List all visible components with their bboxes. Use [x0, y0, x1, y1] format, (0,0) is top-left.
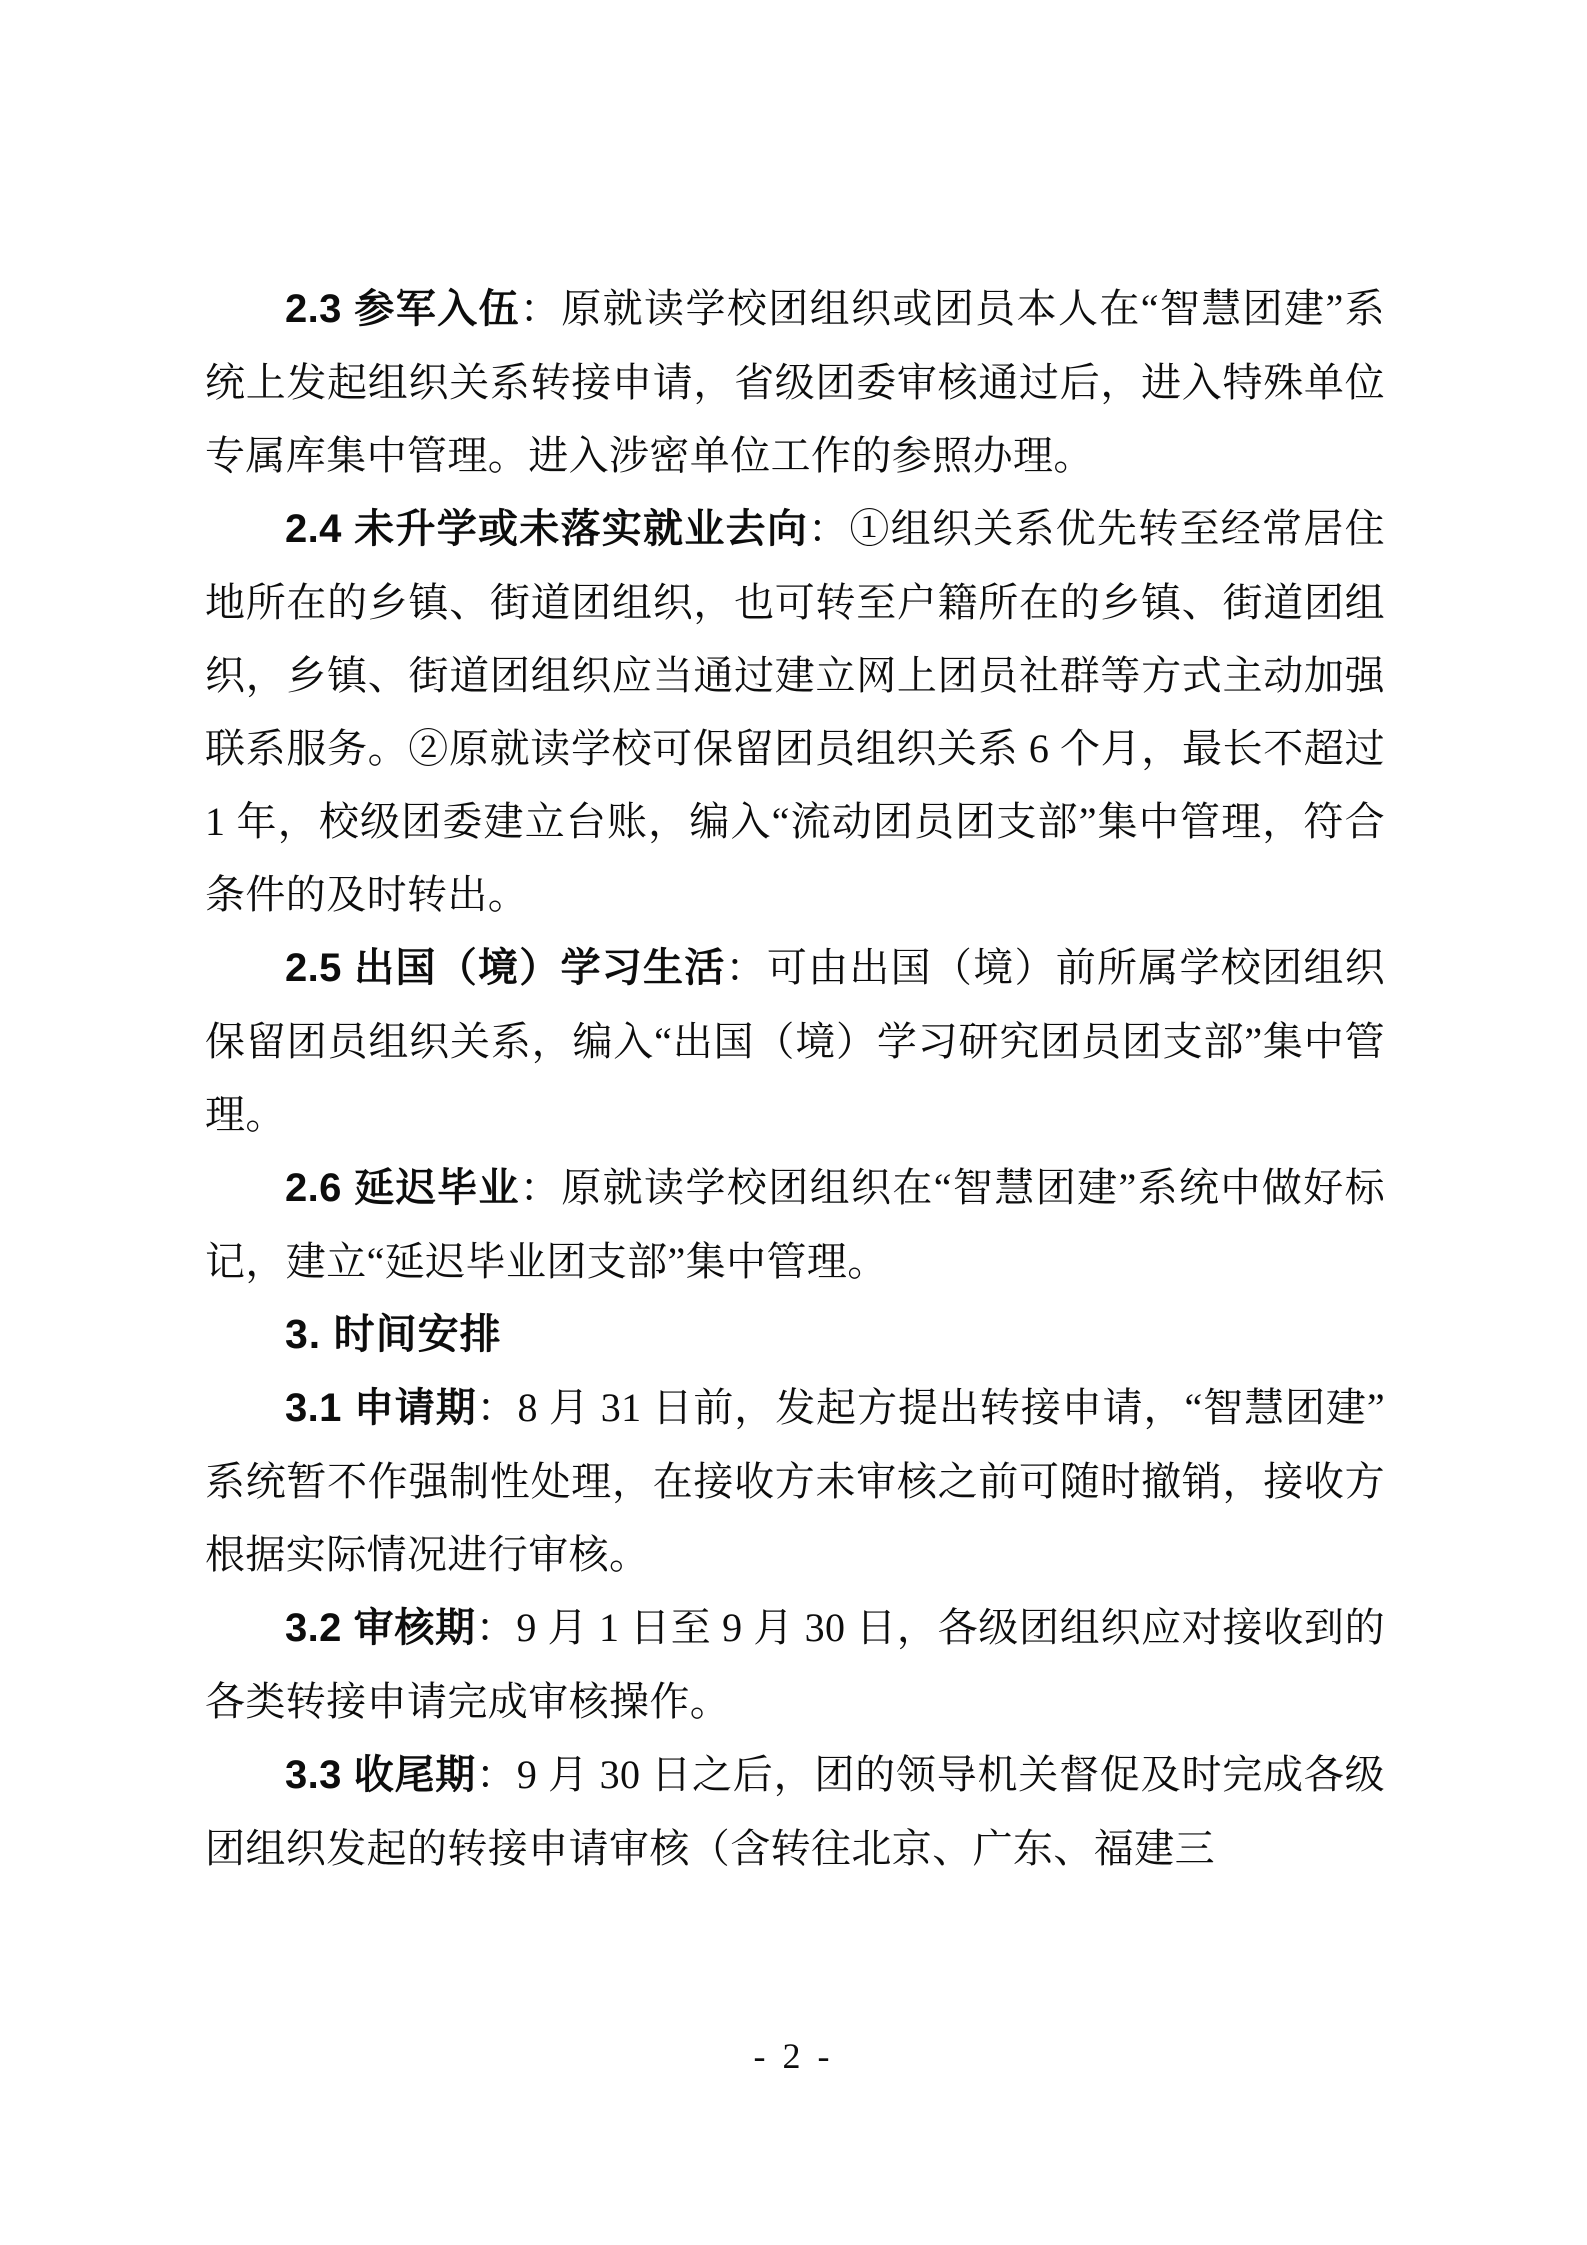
paragraph-3-3 — [205, 1738, 1385, 1885]
paragraph-3-3-body: ：9 月 30 日之后，团的领导机关督促及时完成各级团组织发起的转接申请审核（含转往北京、广东、福建三 — [205, 1752, 1385, 1871]
paragraph-2-3-lead: 2.3 参军入伍 — [285, 287, 520, 331]
paragraph-2-3 — [205, 272, 1385, 492]
paragraph-2-3-body: ：原就读学校团组织或团员本人在“智慧团建”系统上发起组织关系转接申请，省级团委审核通过后，进入特殊单位专属库集中管理。进入涉密单位工作的参照办理。 — [205, 286, 1385, 478]
paragraph-3-3-lead: 3.3 收尾期 — [285, 1753, 477, 1797]
paragraph-3-1-body: ：8 月 31 日前，发起方提出转接申请，“智慧团建”系统暂不作强制性处理，在接收方未审核之前可随时撤销，接收方根据实际情况进行审核。 — [205, 1385, 1385, 1577]
page-number: - 2 - — [753, 2036, 834, 2076]
paragraph-3-1-lead: 3.1 申请期 — [285, 1386, 477, 1430]
paragraph-2-6-lead: 2.6 延迟毕业 — [285, 1166, 520, 1210]
paragraph-2-4-body: ：①组织关系优先转至经常居住地所在的乡镇、街道团组织，也可转至户籍所在的乡镇、街道团组织，乡镇、街道团组织应当通过建立网上团员社群等方式主动加强联系服务。②原就读学校可保留团员组织关系 6 个月，最长不超过 1 年，校级团委建立台账，编入“流动团员团支部”集中管理，符合条件的及时转出。 — [205, 506, 1385, 917]
paragraph-3-1 — [205, 1371, 1385, 1591]
paragraph-2-6 — [205, 1151, 1385, 1298]
paragraph-2-4 — [205, 492, 1385, 931]
paragraph-3-2 — [205, 1591, 1385, 1738]
paragraph-3-2-body: ：9 月 1 日至 9 月 30 日，各级团组织应对接收到的各类转接申请完成审核操作。 — [205, 1605, 1385, 1724]
paragraph-2-5-lead: 2.5 出国（境）学习生活 — [285, 946, 726, 990]
paragraph-2-5 — [205, 931, 1385, 1151]
section-heading-3: 3. 时间安排 — [285, 1311, 502, 1357]
paragraph-2-6-body: ：原就读学校团组织在“智慧团建”系统中做好标记，建立“延迟毕业团支部”集中管理。 — [205, 1165, 1385, 1284]
page-body — [205, 272, 1385, 1885]
paragraph-2-5-body: ：可由出国（境）前所属学校团组织保留团员组织关系，编入“出国（境）学习研究团员团支部”集中管理。 — [205, 945, 1385, 1137]
paragraph-3-2-lead: 3.2 审核期 — [285, 1606, 476, 1650]
paragraph-2-4-lead: 2.4 未升学或未落实就业去向 — [285, 507, 809, 551]
